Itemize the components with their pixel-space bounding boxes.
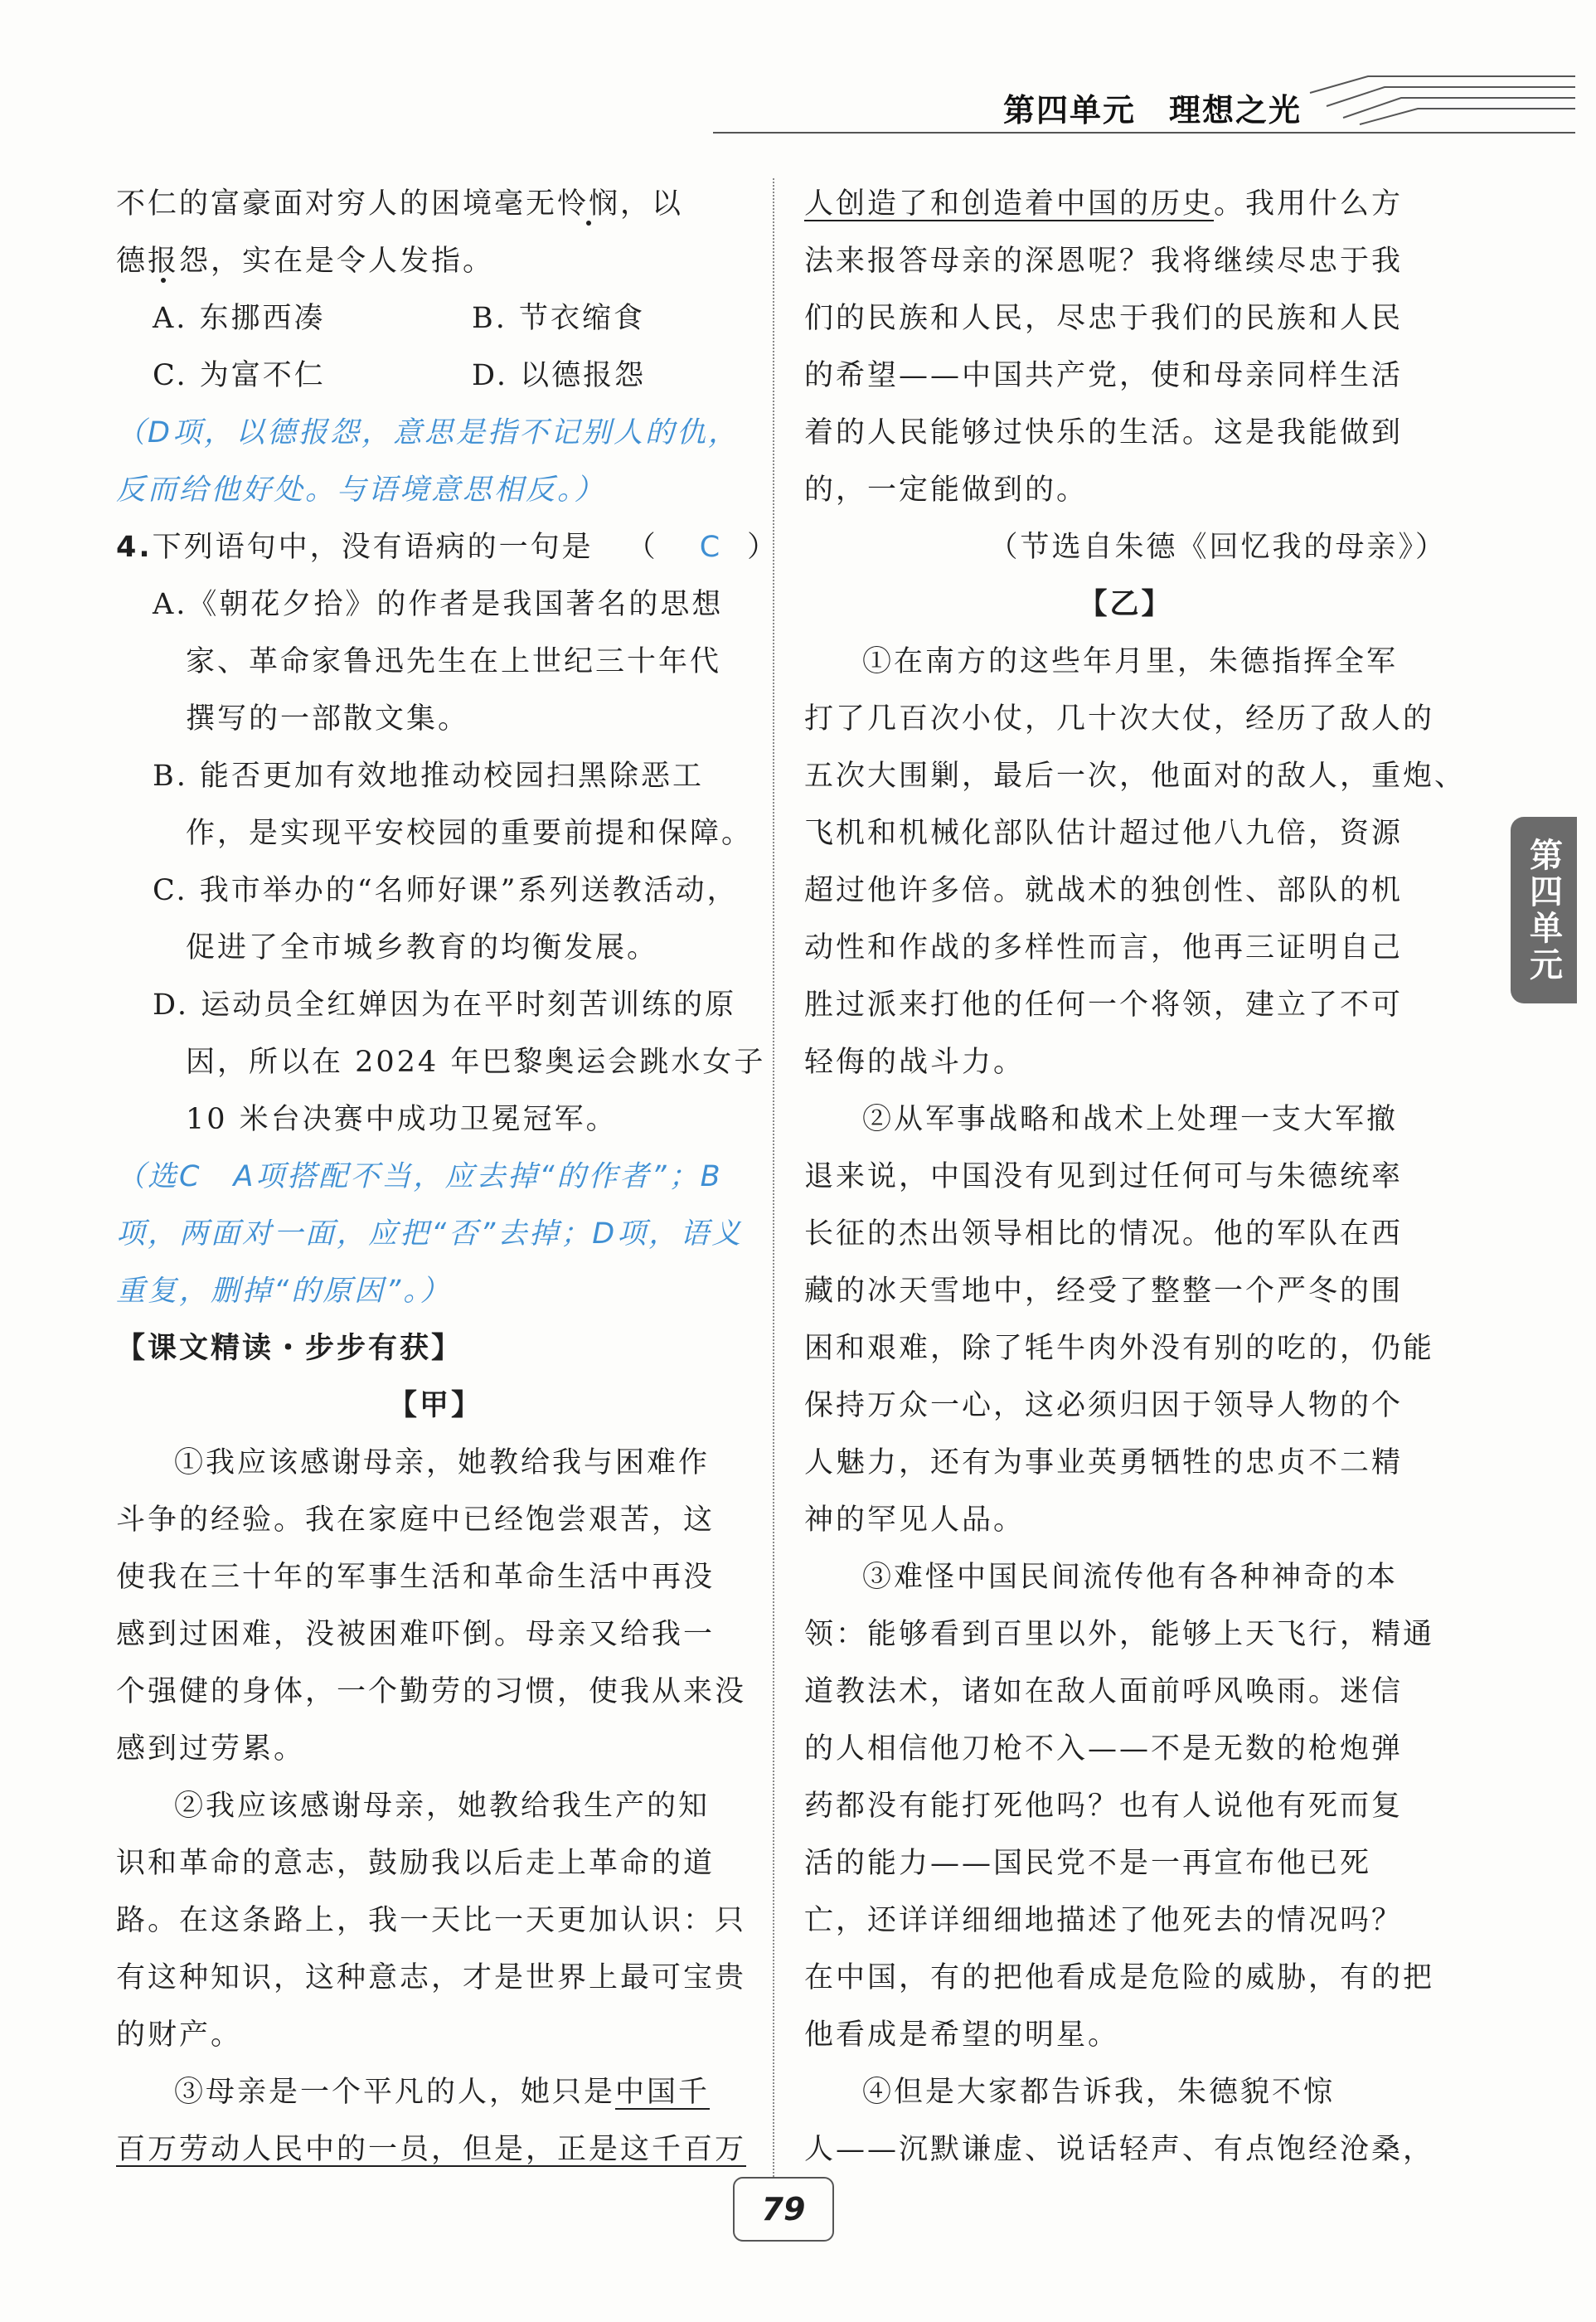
passage-jia-title: 【甲】 xyxy=(387,1389,483,1422)
answer-note: （D项，以德报怨，意思是指不记别人的仇， xyxy=(116,416,740,449)
paragraph-line: 使我在三十年的军事生活和革命生活中再没 xyxy=(116,1561,716,1594)
paragraph-line: 感到过劳累。 xyxy=(116,1732,306,1766)
answer-mark: C xyxy=(699,531,723,564)
text-line: 德报怨，实在是令人发指。 xyxy=(116,245,495,278)
column-divider xyxy=(773,178,794,2177)
paragraph-line: 人——沉默谦虚、说话轻声、有点饱经沧桑， xyxy=(804,2133,1435,2166)
paragraph-line: 超过他许多倍。就战术的独创性、部队的机 xyxy=(804,874,1404,907)
paragraph-line: 藏的冰天雪地中，经受了整整一个严冬的围 xyxy=(804,1275,1404,1308)
header-decoration xyxy=(0,0,1596,166)
option-c: C. 为富不仁 xyxy=(153,359,326,392)
option-text: D. 运动员全红婵因为在平时刻苦训练的原 xyxy=(153,989,737,1022)
right-column xyxy=(804,176,1467,2179)
paragraph-line: 人创造了和创造着中国的历史。我用什么方 xyxy=(804,187,1404,221)
paragraph-line: ③母亲是一个平凡的人，她只是中国千 xyxy=(174,2076,711,2109)
paragraph-line: 他看成是希望的明星。 xyxy=(804,2018,1120,2052)
passage-yi-title: 【乙】 xyxy=(1078,588,1173,621)
underlined-text: 人创造了和创造着中国的历史 xyxy=(804,187,1215,221)
option-text: C. 我市举办的“名师好课”系列送教活动， xyxy=(153,874,739,907)
source-citation: （节选自朱德《回忆我的母亲》） xyxy=(988,531,1447,564)
paragraph-line: 药都没有能打死他吗？也有人说他有死而复 xyxy=(804,1790,1404,1823)
paragraph-line: 们的民族和人民，尽忠于我们的民族和人民 xyxy=(804,302,1404,335)
paragraph-line: 打了几百次小仗，几十次大仗，经历了敌人的 xyxy=(804,702,1435,736)
underlined-text: 中国千 xyxy=(615,2076,711,2109)
unit-label: 第四单元 xyxy=(1003,92,1137,129)
paragraph-line: 胜过派来打他的任何一个将领，建立了不可 xyxy=(804,989,1404,1022)
paragraph-line: 神的罕见人品。 xyxy=(804,1503,1026,1537)
paragraph-line: 轻侮的战斗力。 xyxy=(804,1046,1026,1079)
paragraph-line: 道教法术，诸如在敌人面前呼风唤雨。迷信 xyxy=(804,1675,1404,1708)
paragraph-line: 保持万众一心，这必须归因于领导人物的个 xyxy=(804,1389,1404,1422)
paragraph-line: 五次大围剿，最后一次，他面对的敌人，重炮、 xyxy=(804,760,1467,793)
paragraph-line: 长征的杰出领导相比的情况。他的军队在西 xyxy=(804,1217,1404,1251)
paragraph-line: ①我应该感谢母亲，她教给我与困难作 xyxy=(174,1446,711,1479)
paragraph-line: 斗争的经验。我在家庭中已经饱尝艰苦，这 xyxy=(116,1503,716,1537)
paragraph-line: ②我应该感谢母亲，她教给我生产的知 xyxy=(174,1790,711,1823)
paragraph-line: ②从军事战略和战术上处理一支大军撤 xyxy=(862,1103,1399,1136)
paragraph-line: 活的能力——国民党不是一再宣布他已死 xyxy=(804,1847,1372,1880)
answer-note: （选C A项搭配不当，应去掉“的作者”；B xyxy=(116,1160,723,1193)
answer-note: 项，两面对一面，应把“否”去掉；D项，语义 xyxy=(116,1217,744,1251)
option-a: A. 东挪西凑 xyxy=(153,302,326,335)
option-text: 家、革命家鲁迅先生在上世纪三十年代 xyxy=(186,645,722,678)
unit-header xyxy=(1003,85,1335,130)
paragraph-line: 法来报答母亲的深恩呢？我将继续尽忠于我 xyxy=(804,245,1404,278)
option-text: 促进了全市城乡教育的均衡发展。 xyxy=(186,931,659,964)
paragraph-line: 的，一定能做到的。 xyxy=(804,474,1089,507)
paragraph-line: 路。在这条路上，我一天比一天更加认识：只 xyxy=(116,1904,747,1937)
paragraph-line: 的希望——中国共产党，使和母亲同样生活 xyxy=(804,359,1404,392)
section-title: 【课文精读・步步有获】 xyxy=(116,1332,463,1365)
paragraph-line: ③难怪中国民间流传他有各种神奇的本 xyxy=(862,1561,1399,1594)
answer-note: 重复，删掉“的原因”。） xyxy=(116,1275,452,1308)
text-line: 不仁的富豪面对穷人的困境毫无怜悯，以 xyxy=(116,187,684,221)
paragraph-line: 领：能够看到百里以外，能够上天飞行，精通 xyxy=(804,1618,1435,1651)
answer-note: 反而给他好处。与语境意思相反。） xyxy=(116,474,606,507)
underlined-text: 百万劳动人民中的一员，但是，正是这千百万 xyxy=(116,2133,747,2166)
paragraph-line: 退来说，中国没有见到过任何可与朱德统率 xyxy=(804,1160,1404,1193)
paragraph-line: 亡，还详详细细地描述了他死去的情况吗？ xyxy=(804,1904,1404,1937)
paragraph-line: 人魅力，还有为事业英勇牺牲的忠贞不二精 xyxy=(804,1446,1404,1479)
paragraph-line: 着的人民能够过快乐的生活。这是我能做到 xyxy=(804,416,1404,449)
option-text: 10 米台决赛中成功卫冕冠军。 xyxy=(186,1103,618,1136)
option-text: 因，所以在 2024 年巴黎奥运会跳水女子 xyxy=(186,1046,766,1079)
option-d: D. 以德报怨 xyxy=(472,359,647,392)
option-text: 撰写的一部散文集。 xyxy=(186,702,470,736)
paragraph-line: ①在南方的这些年月里，朱德指挥全军 xyxy=(862,645,1399,678)
paragraph-line: 飞机和机械化部队估计超过他八九倍，资源 xyxy=(804,817,1404,850)
paragraph-line: 困和艰难，除了牦牛肉外没有别的吃的，仍能 xyxy=(804,1332,1435,1365)
paragraph-line: ④但是大家都告诉我，朱德貌不惊 xyxy=(862,2076,1336,2109)
unit-side-tab: 第四单元 xyxy=(1511,817,1577,1003)
paragraph-line: 的财产。 xyxy=(116,2018,243,2052)
unit-theme: 理想之光 xyxy=(1169,92,1303,129)
paragraph-line: 的人相信他刀枪不入——不是无数的枪炮弹 xyxy=(804,1732,1404,1766)
options-row xyxy=(116,347,754,405)
option-text: A.《朝花夕拾》的作者是我国著名的思想 xyxy=(153,588,724,621)
page-number: 79 xyxy=(733,2177,834,2242)
paragraph-line: 在中国，有的把他看成是危险的威胁，有的把 xyxy=(804,1961,1435,1994)
option-text: B. 能否更加有效地推动校园扫黑除恶工 xyxy=(153,760,704,793)
question-4: 4.下列语句中，没有语病的一句是 （ C ） xyxy=(116,531,779,564)
question-number: 4. xyxy=(116,531,153,564)
paragraph-line: 个强健的身体，一个勤劳的习惯，使我从来没 xyxy=(116,1675,747,1708)
paragraph-line: 动性和作战的多样性而言，他再三证明自己 xyxy=(804,931,1404,964)
option-b: B. 节衣缩食 xyxy=(472,302,645,335)
left-column xyxy=(116,176,779,2179)
options-row xyxy=(116,290,754,347)
paragraph-line: 感到过困难，没被困难吓倒。母亲又给我一 xyxy=(116,1618,716,1651)
paragraph-line: 识和革命的意志，鼓励我以后走上革命的道 xyxy=(116,1847,716,1880)
paragraph-line: 有这种知识，这种意志，才是世界上最可宝贵 xyxy=(116,1961,747,1994)
option-text: 作，是实现平安校园的重要前提和保障。 xyxy=(186,817,754,850)
